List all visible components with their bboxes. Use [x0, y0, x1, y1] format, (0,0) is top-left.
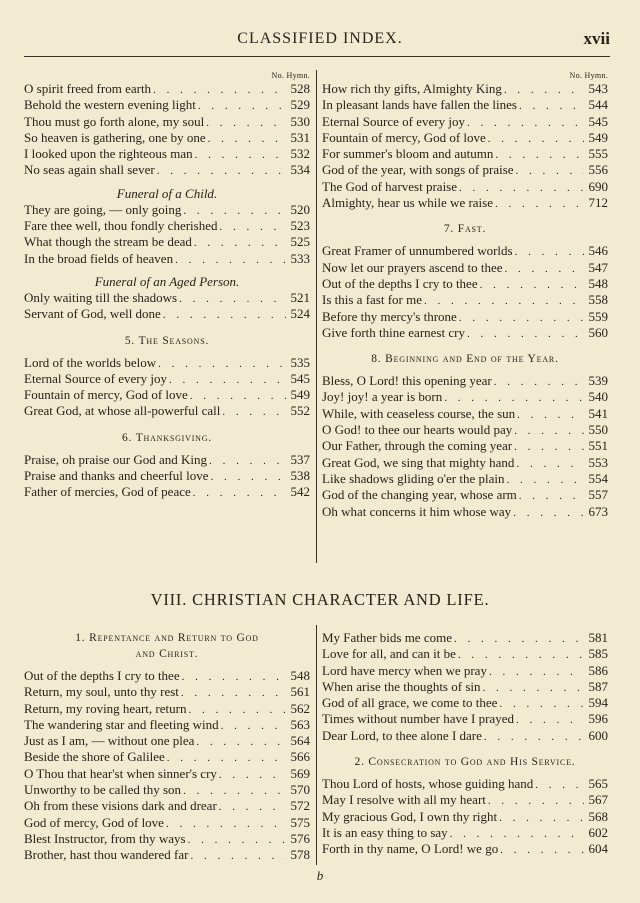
bottom-right-column: [322, 630, 608, 858]
hymn-entry: [322, 243, 608, 259]
dot-leader: [465, 326, 584, 342]
dot-leader: [493, 147, 584, 163]
hymn-entry: [24, 733, 310, 749]
dot-leader: [181, 783, 286, 799]
hymn-first-line: Behold the western evening light: [24, 97, 196, 113]
hymn-first-line: Is this a fast for me: [322, 292, 423, 308]
hymn-number: 562: [290, 700, 310, 716]
dot-leader: [217, 767, 286, 783]
hymn-number: 565: [588, 776, 608, 792]
dot-leader: [493, 196, 584, 212]
hymn-entry: [322, 646, 608, 662]
subsection-heading: Funeral of an Aged Person.: [94, 273, 240, 289]
dot-leader: [478, 277, 584, 293]
hymn-first-line: Praise, oh praise our God and King: [24, 451, 208, 467]
hymn-entry: [322, 130, 608, 146]
hymn-number: 604: [588, 841, 608, 857]
dot-leader: [186, 702, 286, 718]
hymn-entry: [24, 484, 310, 500]
hymn-number: 563: [290, 716, 310, 732]
hymn-entry: [322, 455, 608, 471]
dot-leader: [192, 235, 286, 251]
dot-leader: [498, 842, 584, 858]
hymn-first-line: O Thou that hear'st when sinner's cry: [24, 765, 217, 781]
hymn-number: 576: [290, 830, 310, 846]
hymn-entry: [322, 711, 608, 727]
hymn-first-line: Before thy mercy's throne: [322, 308, 457, 324]
hymn-first-line: God of the year, with songs of praise: [322, 162, 514, 178]
hymn-entry: [24, 202, 310, 218]
hymn-first-line: Fountain of mercy, God of love: [322, 129, 486, 145]
hymn-number: 566: [290, 749, 310, 765]
dot-leader: [512, 439, 584, 455]
hymn-entry: [322, 630, 608, 646]
hymn-entry: [322, 81, 608, 97]
hymn-number: 541: [588, 405, 608, 421]
hymn-entry: [24, 97, 310, 113]
hymn-entry: [322, 97, 608, 113]
hymn-first-line: Dear Lord, to thee alone I dare: [322, 727, 482, 743]
page-header-title: CLASSIFIED INDEX.: [237, 30, 403, 47]
hymn-number: 690: [588, 178, 608, 194]
part-title: VIII. CHRISTIAN CHARACTER AND LIFE.: [150, 590, 490, 609]
hymn-number: 550: [588, 422, 608, 438]
dot-leader: [502, 82, 584, 98]
dot-leader: [517, 488, 584, 504]
hymn-number: 560: [588, 324, 608, 340]
hymn-first-line: The wandering star and fleeting wind: [24, 716, 219, 732]
hymn-number: 534: [290, 162, 310, 178]
section-heading: 1. Repentance and Return to God: [75, 632, 259, 644]
hymn-first-line: O God! to thee our hearts would pay: [322, 422, 513, 438]
dot-leader: [191, 485, 286, 501]
hymn-first-line: Now let our prayers ascend to thee: [322, 259, 503, 275]
hymn-number: 535: [290, 354, 310, 370]
hymn-entry: [322, 679, 608, 695]
hymn-first-line: Forth in thy name, O Lord! we go: [322, 841, 499, 857]
dot-leader: [456, 647, 584, 663]
page-number: xvii: [583, 29, 610, 48]
hymn-first-line: Our Father, through the coming year: [322, 438, 513, 454]
spacer: [24, 323, 310, 333]
hymn-first-line: When arise the thoughts of sin: [322, 678, 481, 694]
dot-leader: [492, 374, 584, 390]
hymn-first-line: Father of mercies, God of peace: [24, 484, 191, 500]
hymn-number: 547: [588, 259, 608, 275]
hymn-number: 524: [290, 306, 310, 322]
hymn-entry: [322, 825, 608, 841]
hymn-first-line: In the broad fields of heaven: [24, 250, 174, 266]
dot-leader: [188, 388, 286, 404]
hymn-entry: [322, 292, 608, 308]
spacer: [24, 420, 310, 430]
hymn-number: 545: [588, 113, 608, 129]
section-heading: 7. Fast.: [443, 223, 487, 236]
dot-leader: [511, 505, 584, 521]
hymn-number: 553: [588, 454, 608, 470]
dot-leader: [514, 163, 584, 179]
spacer: [322, 744, 608, 754]
dot-leader: [188, 848, 286, 864]
hymn-first-line: My Father bids me come: [322, 630, 452, 645]
hymn-number: 578: [290, 847, 310, 863]
section-heading: 8. Beginning and End of the Year.: [371, 353, 559, 366]
hymn-first-line: Times without number have I prayed: [322, 711, 514, 727]
column-heading: No. Hymn.: [569, 71, 608, 80]
hymn-first-line: The God of harvest praise: [322, 178, 458, 194]
hymn-entry: [322, 695, 608, 711]
hymn-entry: [322, 841, 608, 857]
hymn-entry: [24, 218, 310, 234]
hymn-number: 545: [290, 370, 310, 386]
hymn-entry: [24, 114, 310, 130]
dot-leader: [514, 712, 584, 728]
hymn-number: 537: [290, 451, 310, 467]
hymn-first-line: May I resolve with all my heart: [322, 792, 486, 808]
hymn-number: 549: [290, 387, 310, 403]
dot-leader: [512, 423, 584, 439]
hymn-first-line: Lord of the worlds below: [24, 354, 157, 370]
hymn-first-line: How rich thy gifts, Almighty King: [322, 81, 502, 96]
dot-leader: [155, 163, 286, 179]
dot-leader: [196, 98, 286, 114]
hymn-number: 587: [588, 678, 608, 694]
hymn-first-line: God of the changing year, whose arm: [322, 487, 517, 503]
hymn-entry: [322, 471, 608, 487]
dot-leader: [204, 115, 286, 131]
hymn-first-line: Return, my roving heart, return: [24, 700, 187, 716]
hymn-number: 546: [588, 243, 608, 259]
hymn-first-line: It is an easy thing to say: [322, 824, 448, 840]
hymn-number: 555: [588, 146, 608, 162]
dot-leader: [505, 472, 584, 488]
hymn-number: 540: [588, 389, 608, 405]
hymn-number: 529: [290, 97, 310, 113]
hymn-entry: [322, 504, 608, 520]
hymn-first-line: Thou must go forth alone, my soul: [24, 113, 205, 129]
dot-leader: [218, 219, 287, 235]
hymn-number: 570: [290, 782, 310, 798]
hymn-first-line: For summer's bloom and autumn: [322, 146, 494, 162]
dot-leader: [208, 469, 286, 485]
hymn-first-line: Oh from these visions dark and drear: [24, 798, 217, 814]
dot-leader: [515, 407, 584, 423]
hymn-first-line: God of mercy, God of love: [24, 814, 164, 830]
signature-mark: b: [316, 868, 324, 883]
hymn-entry: [24, 815, 310, 831]
section-heading: 5. The Seasons.: [124, 334, 210, 347]
spacer: [322, 211, 608, 221]
hymn-number: 523: [290, 218, 310, 234]
dot-leader: [179, 685, 286, 701]
hymn-number: 558: [588, 292, 608, 308]
hymn-first-line: Love for all, and can it be: [322, 646, 456, 662]
hymn-entry: [24, 130, 310, 146]
dot-leader: [177, 291, 286, 307]
hymn-first-line: Lord have mercy when we pray: [322, 662, 487, 678]
dot-leader: [442, 390, 584, 406]
hymn-first-line: Just as I am, — without one plea: [24, 733, 195, 749]
hymn-first-line: I looked upon the righteous man: [24, 146, 193, 162]
hymn-number: 533: [290, 250, 310, 266]
hymn-entry: [24, 831, 310, 847]
dot-leader: [517, 98, 584, 114]
hymn-first-line: My gracious God, I own thy right: [322, 808, 498, 824]
dot-leader: [193, 147, 286, 163]
hymn-number: 600: [588, 727, 608, 743]
hymn-entry: [322, 389, 608, 405]
hymn-entry: [322, 422, 608, 438]
dot-leader: [457, 310, 584, 326]
hymn-entry: [24, 468, 310, 484]
hymn-number: 567: [588, 792, 608, 808]
hymn-entry: [24, 306, 310, 322]
hymn-first-line: So heaven is gathering, one by one: [24, 129, 206, 145]
dot-leader: [514, 456, 584, 472]
hymn-entry: [322, 260, 608, 276]
hymn-entry: [322, 728, 608, 744]
hymn-entry: [24, 146, 310, 162]
hymn-entry: [24, 251, 310, 267]
hymn-number: 554: [588, 470, 608, 486]
column-heading: No. Hymn.: [271, 71, 310, 80]
hymn-first-line: In pleasant lands have fallen the lines: [322, 97, 517, 113]
hymn-entry: [322, 276, 608, 292]
dot-leader: [497, 810, 584, 826]
hymn-entry: [24, 847, 310, 863]
column-divider-top: [316, 70, 317, 563]
hymn-first-line: They are going, — only going: [24, 201, 182, 217]
hymn-entry: [24, 234, 310, 250]
dot-leader: [173, 252, 286, 268]
dot-leader: [503, 261, 585, 277]
dot-leader: [219, 718, 286, 734]
hymn-first-line: No seas again shall sever: [24, 162, 155, 178]
hymn-number: 557: [588, 487, 608, 503]
hymn-first-line: Great God, at whose all-powerful call: [24, 403, 221, 419]
dot-leader: [486, 793, 584, 809]
dot-leader: [486, 131, 584, 147]
hymn-entry: [24, 371, 310, 387]
hymn-number: 712: [588, 195, 608, 211]
hymn-number: 602: [588, 824, 608, 840]
hymn-first-line: Only waiting till the shadows: [24, 289, 178, 305]
hymn-number: 539: [588, 373, 608, 389]
dot-leader: [161, 307, 286, 323]
hymn-number: 585: [588, 646, 608, 662]
hymn-first-line: O spirit freed from earth: [24, 81, 152, 96]
hymn-number: 543: [588, 81, 608, 96]
dot-leader: [194, 734, 286, 750]
hymn-first-line: What though the stream be dead: [24, 234, 192, 250]
hymn-entry: [24, 684, 310, 700]
top-right-column: [322, 70, 608, 520]
hymn-number: 581: [588, 630, 608, 645]
hymn-first-line: Praise and thanks and cheerful love: [24, 468, 209, 484]
hymn-first-line: Out of the depths I cry to thee: [322, 275, 478, 291]
hymn-number: 531: [290, 129, 310, 145]
top-left-column: [24, 70, 310, 501]
hymn-entry: [322, 195, 608, 211]
hymn-first-line: Out of the depths I cry to thee: [24, 668, 180, 683]
hymn-first-line: Give forth thine earnest cry: [322, 324, 465, 340]
hymn-number: 564: [290, 733, 310, 749]
hymn-entry: [24, 749, 310, 765]
hymn-number: 596: [588, 711, 608, 727]
hymn-entry: [322, 373, 608, 389]
hymn-number: 594: [588, 695, 608, 711]
hymn-entry: [322, 309, 608, 325]
hymn-entry: [24, 162, 310, 178]
dot-leader: [186, 832, 286, 848]
hymn-entry: [322, 162, 608, 178]
hymn-entry: [322, 792, 608, 808]
hymn-number: 572: [290, 798, 310, 814]
hymn-number: 586: [588, 662, 608, 678]
hymn-first-line: Joy! joy! a year is born: [322, 389, 443, 405]
hymn-first-line: Great God, we sing that mighty hand: [322, 454, 515, 470]
hymn-entry: [24, 701, 310, 717]
hymn-number: 542: [290, 484, 310, 500]
hymn-entry: [24, 81, 310, 97]
hymn-first-line: Great Framer of unnumbered worlds: [322, 243, 513, 259]
hymn-entry: [322, 325, 608, 341]
hymn-first-line: Servant of God, well done: [24, 306, 161, 322]
hymn-entry: [24, 403, 310, 419]
hymn-number: 544: [588, 97, 608, 113]
dot-leader: [206, 131, 286, 147]
hymn-entry: [322, 438, 608, 454]
dot-leader: [497, 696, 584, 712]
dot-leader: [220, 404, 286, 420]
hymn-number: 569: [290, 765, 310, 781]
hymn-first-line: Like shadows gliding o'er the plain: [322, 470, 505, 486]
hymn-first-line: Blest Instructor, from thy ways: [24, 830, 186, 846]
hymn-number: 548: [588, 275, 608, 291]
dot-leader: [217, 799, 286, 815]
hymn-entry: [24, 355, 310, 371]
section-heading: 6. Thanksgiving.: [122, 431, 212, 444]
section-heading: 2. Consecration to God and His Service.: [354, 756, 576, 769]
hymn-number: 521: [290, 289, 310, 305]
hymn-first-line: Unworthy to be called thy son: [24, 782, 182, 798]
hymn-entry: [24, 782, 310, 798]
hymn-entry: [24, 766, 310, 782]
dot-leader: [164, 816, 286, 832]
hymn-entry: [24, 452, 310, 468]
dot-leader: [422, 293, 584, 309]
hymn-number: 561: [290, 684, 310, 700]
dot-leader: [448, 826, 584, 842]
hymn-first-line: Bless, O Lord! this opening year: [322, 373, 492, 389]
dot-leader: [181, 203, 286, 219]
hymn-entry: [24, 798, 310, 814]
header-rule: [24, 56, 610, 57]
hymn-number: 538: [290, 468, 310, 484]
dot-leader: [151, 82, 286, 98]
hymn-number: 532: [290, 146, 310, 162]
dot-leader: [513, 244, 584, 260]
hymn-number: 530: [290, 113, 310, 129]
dot-leader: [465, 115, 584, 131]
hymn-entry: [322, 776, 608, 792]
dot-leader: [487, 664, 584, 680]
subsection-heading: Funeral of a Child.: [116, 185, 218, 201]
hymn-number: 559: [588, 308, 608, 324]
spacer: [322, 341, 608, 351]
hymn-number: 552: [290, 403, 310, 419]
hymn-first-line: Eternal Source of every joy: [24, 370, 167, 386]
hymn-first-line: Return, my soul, unto thy rest: [24, 684, 179, 700]
hymn-first-line: While, with ceaseless course, the sun: [322, 405, 516, 421]
hymn-number: 528: [290, 81, 310, 96]
dot-leader: [165, 750, 286, 766]
hymn-first-line: Fountain of mercy, God of love: [24, 387, 188, 403]
hymn-first-line: Fare thee well, thou fondly cherished: [24, 218, 218, 234]
hymn-entry: [322, 179, 608, 195]
dot-leader: [207, 453, 286, 469]
hymn-entry: [24, 290, 310, 306]
hymn-first-line: Oh what concerns it him whose way: [322, 503, 512, 519]
hymn-entry: [24, 668, 310, 684]
hymn-number: 548: [290, 668, 310, 683]
hymn-number: 556: [588, 162, 608, 178]
dot-leader: [533, 777, 584, 793]
section-heading: and Christ.: [135, 648, 199, 660]
hymn-number: 575: [290, 814, 310, 830]
hymn-entry: [322, 809, 608, 825]
dot-leader: [180, 669, 286, 685]
hymn-entry: [322, 146, 608, 162]
dot-leader: [452, 631, 584, 647]
hymn-entry: [322, 663, 608, 679]
dot-leader: [457, 180, 584, 196]
bottom-left-column: [24, 630, 310, 864]
hymn-number: 549: [588, 129, 608, 145]
hymn-entry: [322, 114, 608, 130]
hymn-first-line: Thou Lord of hosts, whose guiding hand: [322, 776, 534, 792]
dot-leader: [481, 680, 585, 696]
hymn-number: 673: [588, 503, 608, 519]
hymn-entry: [322, 487, 608, 503]
hymn-first-line: Beside the shore of Galilee: [24, 749, 165, 765]
hymn-number: 568: [588, 808, 608, 824]
hymn-first-line: Almighty, hear us while we raise: [322, 195, 493, 211]
hymn-entry: [24, 387, 310, 403]
hymn-first-line: Brother, hast thou wandered far: [24, 847, 189, 863]
dot-leader: [156, 356, 286, 372]
dot-leader: [482, 729, 584, 745]
column-divider-bottom: [316, 625, 317, 865]
hymn-entry: [322, 406, 608, 422]
dot-leader: [167, 372, 286, 388]
hymn-first-line: God of all grace, we come to thee: [322, 695, 498, 711]
hymn-number: 520: [290, 201, 310, 217]
hymn-number: 525: [290, 234, 310, 250]
hymn-first-line: Eternal Source of every joy: [322, 113, 465, 129]
hymn-number: 551: [588, 438, 608, 454]
hymn-entry: [24, 717, 310, 733]
